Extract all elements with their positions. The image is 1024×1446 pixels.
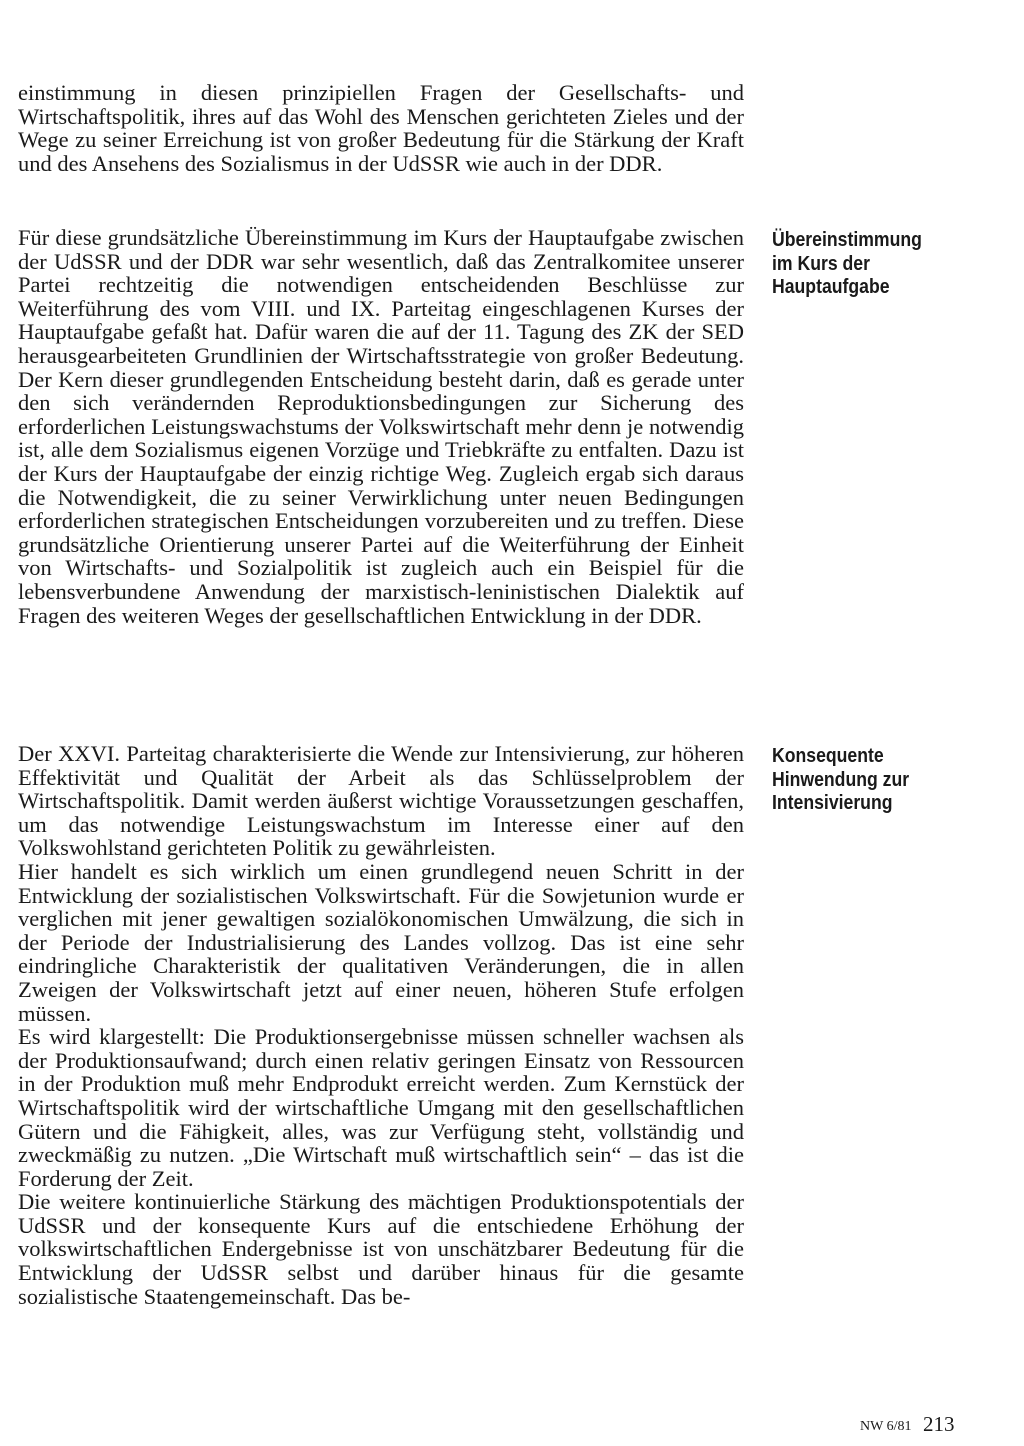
margin-note-intensivierung xyxy=(772,744,944,815)
paragraph: Es wird klargestellt: Die Produktionsergebnisse müssen schneller wachsen als der Produktionsaufwand; durch einen relativ geringen Einsatz von Ressourcen in der Produktion muß mehr Endprodukt erreicht werden. Zum Kernstück der Wirtschaftspolitik wird der wirtschaftliche Umgang mit den gesellschaftlichen Gütern und die Fähigkeit, alles, was zur Verfügung steht, vollständig und zweckmäßig zu nutzen. „Die Wirtschaft muß wirtschaftlich sein“ – das ist die Forderung der Zeit. xyxy=(18,1024,744,1191)
paragraph: Für diese grundsätzliche Übereinstimmung im Kurs der Hauptaufgabe zwischen der UdSSR und der DDR war sehr wesentlich, daß das Zentralkomitee unserer Partei rechtzeitig die notwendigen entscheidenden Beschlüsse zur Weiterführung des vom VIII. und IX. Parteitag eingeschlagenen Kurses der Hauptaufgabe gefaßt hat. Dafür waren die auf der 11. Tagung des ZK der SED herausgearbeiteten Grundlinien der Wirtschaftsstrategie von großer Bedeutung. Der Kern dieser grundlegenden Entscheidung besteht darin, daß es gerade unter den sich verändernden Reproduktionsbedingungen zur Sicherung des erforderlichen Leistungswachstums der Volkswirtschaft mehr denn je notwendig ist, alle dem Sozialismus eigenen Vorzüge und Triebkräfte zu entfalten. Dazu ist der Kurs der Hauptaufgabe der einzig richtige Weg. Zugleich ergab sich daraus die Notwendigkeit, die zu seiner Verwirklichung unter neuen Bedingungen erforderlichen strategischen Entscheidungen vorzubereiten und zu treffen. Diese grundsätzliche Orientierung unserer Partei auf die Weiterführung der Einheit von Wirtschafts- und Sozialpolitik ist zugleich auch ein Beispiel für die lebensverbundene Anwendung der marxistisch-leninistischen Dialektik auf Fragen des weiteren Weges der gesellschaftlichen Entwicklung in der DDR. xyxy=(18,225,744,628)
margin-note-uebereinstimmung xyxy=(772,228,944,299)
footer-journal-issue: NW 6/81 xyxy=(860,1419,912,1434)
margin-note-line: Konsequente xyxy=(772,744,884,767)
margin-note-line: im Kurs der xyxy=(772,251,870,275)
paragraph: Der XXVI. Parteitag charakterisierte die Wende zur Intensivierung, zur höheren Effektivität und Qualität der Arbeit als das Schlüsselproblem der Wirtschaftspolitik. Damit werden äußerst wichtige Voraussetzungen geschaffen, um das notwendige Leistungswachstum im Interesse einer auf den Volkswohlstand gerichteten Politik zu gewährleisten. xyxy=(18,741,744,861)
margin-note-line: Übereinstimmung xyxy=(772,228,922,251)
margin-note-line: Hauptaufgabe xyxy=(772,275,890,298)
margin-note-line: Hinwendung zur xyxy=(772,767,910,791)
paragraph: Hier handelt es sich wirklich um einen grundlegend neuen Schritt in der Entwicklung der sozialistischen Volkswirtschaft. Für die Sowjetunion wurde er verglichen mit jener gewaltigen sozialökonomischen Umwälzung, die sich in der Periode der Industrialisierung des Landes vollzog. Das ist eine sehr eindringliche Charakteristik der qualitativen Veränderungen, die in allen Zweigen der Volkswirtschaft jetzt auf einer neuen, höheren Stufe erfolgen müssen. xyxy=(18,858,744,1026)
text-block-intro xyxy=(18,81,744,175)
text-block-hauptaufgabe xyxy=(18,226,744,627)
page-number: 213 xyxy=(923,1412,955,1436)
margin-note-line: Intensivierung xyxy=(772,791,893,814)
paragraph: Die weitere kontinuierliche Stärkung des mächtigen Produktionspotentials der UdSSR und der konsequente Kurs auf die entschiedene Erhöhung der volkswirtschaftlichen Endergebnisse ist von unschätzbarer Bedeutung für die Entwicklung der UdSSR selbst und darüber hinaus für die gesamte sozialistische Staatengemeinschaft. Das be- xyxy=(18,1189,744,1309)
paragraph: einstimmung in diesen prinzipiellen Fragen der Gesellschafts- und Wirtschaftspolitik, ihres auf das Wohl des Menschen gerichteten Zieles und der Wege zu seiner Erreichung ist von großer Bedeutung für die Stärkung der Kraft und des Ansehens des Sozialismus in der UdSSR wie auch in der DDR. xyxy=(18,80,744,176)
text-block-intensivierung xyxy=(18,742,744,1308)
